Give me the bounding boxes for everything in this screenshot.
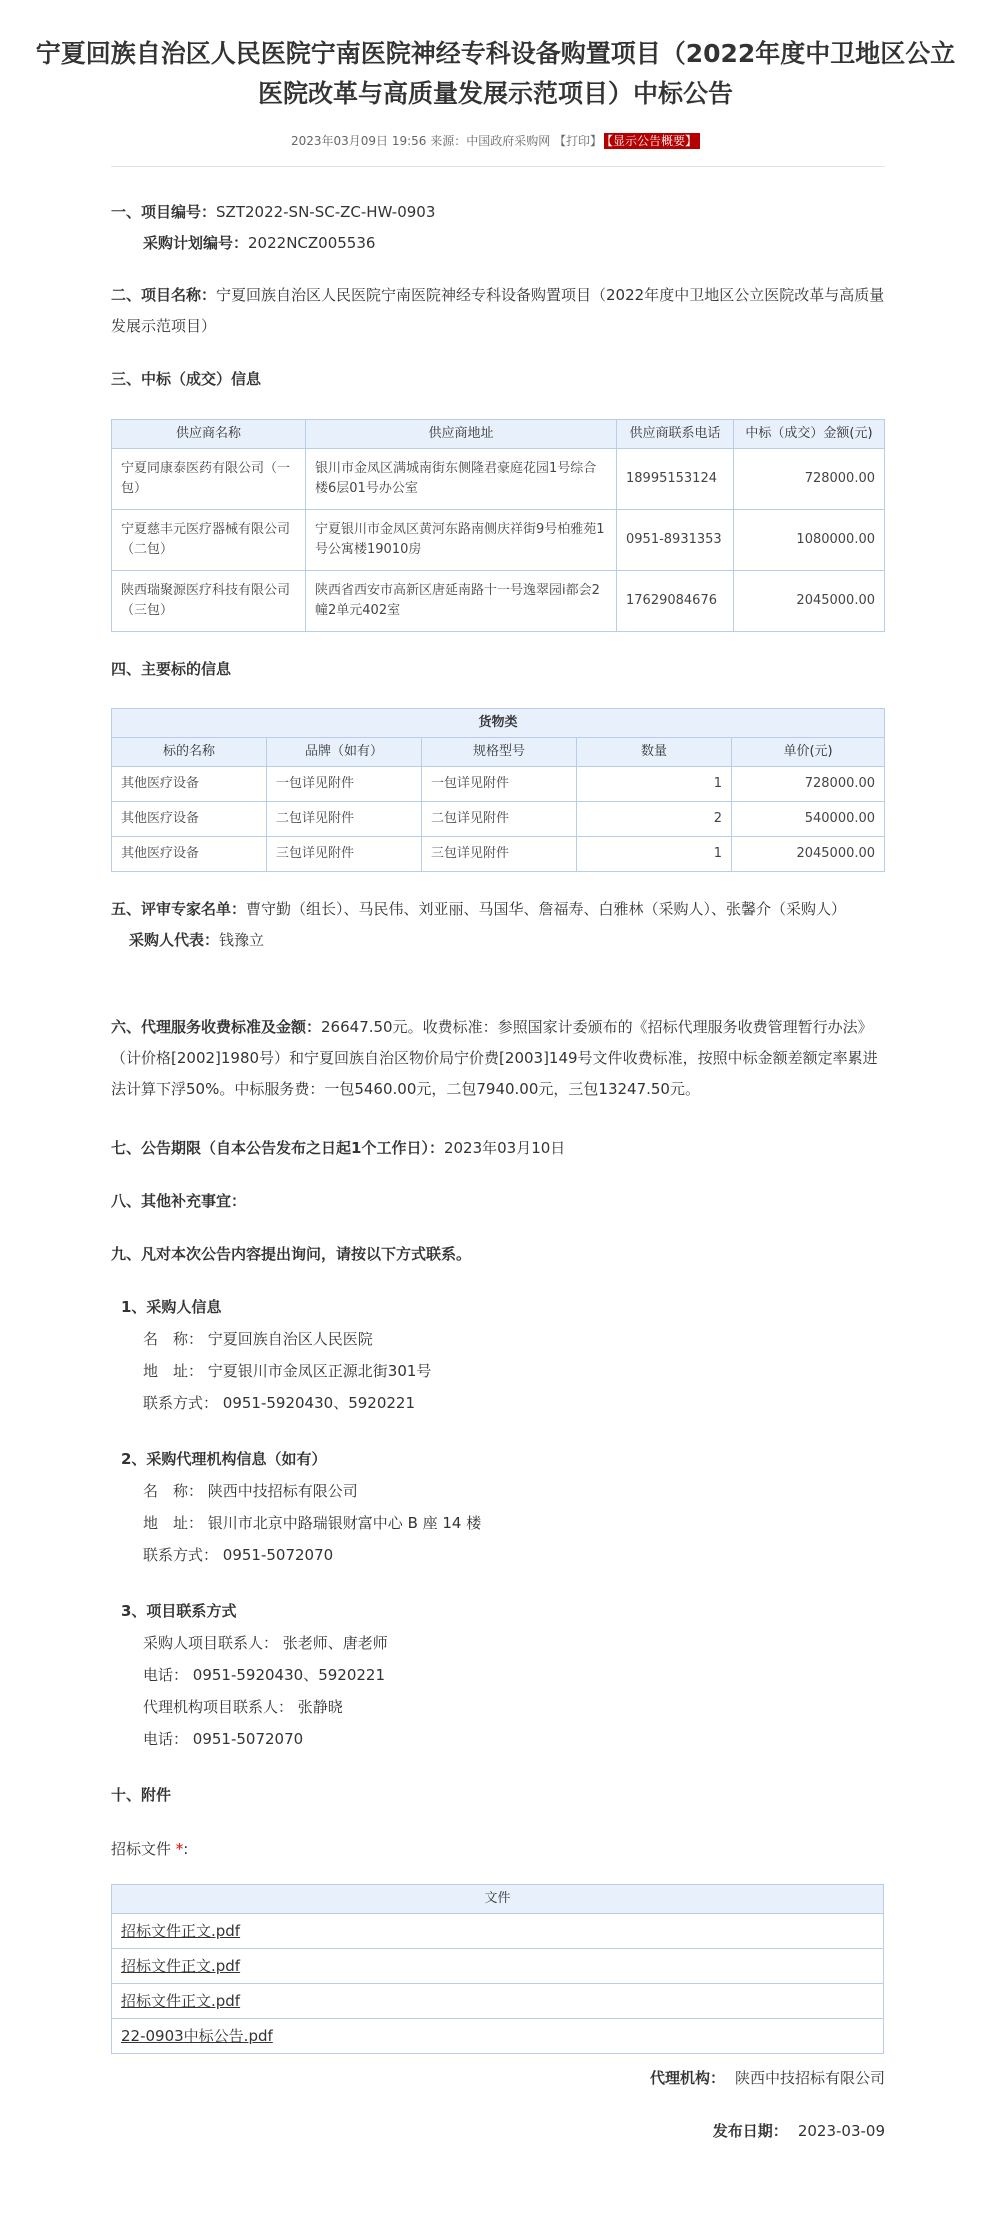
buyer-contact-person-label: 采购人项目联系人：	[143, 1634, 279, 1652]
meta-line	[0, 133, 991, 149]
section-3-heading: 三、中标（成交）信息	[111, 370, 262, 388]
table-row	[112, 837, 885, 872]
project-number: SZT2022-SN-SC-ZC-HW-0903	[216, 203, 436, 221]
buyer-contact-label: 联系方式：	[143, 1394, 219, 1412]
column-header: 供应商地址	[306, 420, 617, 449]
agency-address: 银川市北京中路瑞银财富中心 B 座 14 楼	[207, 1514, 482, 1532]
supplier-address: 银川市金凤区满城南街东侧隆君豪庭花园1号综合楼6层01号办公室	[306, 449, 617, 510]
table-row	[112, 1949, 884, 1984]
table-row	[112, 802, 885, 837]
files-table	[111, 1884, 884, 2054]
bid-amount: 2045000.00	[734, 571, 885, 632]
title-line-1: 宁夏回族自治区人民医院宁南医院神经专科设备购置项目（2022年度中卫地区公立	[35, 39, 956, 68]
file-link[interactable]: 22-0903中标公告.pdf	[121, 2027, 273, 2045]
file-link[interactable]: 招标文件正文.pdf	[121, 1992, 241, 2010]
column-header: 规格型号	[422, 738, 577, 767]
project-name: 宁夏回族自治区人民医院宁南医院神经专科设备购置项目（2022年度中卫地区公立医院改革与高质量发展示范项目）	[111, 286, 885, 335]
agency-phone-label: 电话：	[143, 1730, 189, 1748]
agency-fee-text: 26647.50元。收费标准：参照国家计委颁布的《招标代理服务收费管理暂行办法》（计价格[2002]1980号）和宁夏回族自治区物价局宁价费[2003]149号文件收费标准，按照中标金额差额定率累进法计算下浮50%。中标服务费：一包5460.00元，二包7940.00元，三包13247.50元。	[111, 1018, 878, 1098]
expert-list: 曹守勤（组长）、马民伟、刘亚丽、马国华、詹福寿、白雅林（采购人）、张馨介（采购人）	[246, 900, 847, 918]
item-spec: 三包详见附件	[422, 837, 577, 872]
footer-agency-name: 陕西中技招标有限公司	[734, 2069, 885, 2087]
table-header-row	[112, 1885, 884, 1914]
section-10-heading: 十、附件	[111, 1786, 172, 1804]
supplier-name: 陕西瑞聚源医疗科技有限公司（三包）	[112, 571, 306, 632]
buyer-phone: 0951-5920430、5920221	[192, 1666, 385, 1684]
notice-period-date: 2023年03月10日	[443, 1139, 566, 1157]
goods-group-header: 货物类	[112, 709, 885, 738]
files-label-line	[111, 1834, 885, 1865]
files-colon: :	[183, 1840, 189, 1858]
buyer-contact-person: 张老师、唐老师	[282, 1634, 388, 1652]
footer-agency-label: 代理机构：	[649, 2069, 725, 2087]
agency-info-title: 2、采购代理机构信息（如有）	[121, 1450, 327, 1468]
section-5-heading: 五、评审专家名单：	[111, 900, 247, 918]
agency-phone: 0951-5072070	[192, 1730, 304, 1748]
section-6-heading: 六、代理服务收费标准及金额：	[111, 1018, 322, 1036]
buyer-info	[111, 1291, 885, 1419]
meta-text: 2023年03月09日 19:56 来源：中国政府采购网 【打印】	[290, 134, 603, 148]
supplier-name: 宁夏同康泰医药有限公司（一包）	[112, 449, 306, 510]
agency-info	[111, 1443, 885, 1571]
section-1-heading: 一、项目编号：	[111, 203, 217, 221]
item-spec: 二包详见附件	[422, 802, 577, 837]
project-contacts-title: 3、项目联系方式	[121, 1602, 237, 1620]
section-experts	[111, 894, 885, 956]
item-brand: 三包详见附件	[267, 837, 422, 872]
buyer-info-title: 1、采购人信息	[121, 1298, 222, 1316]
item-quantity: 2	[577, 802, 732, 837]
section-4-heading: 四、主要标的信息	[111, 660, 232, 678]
section-agency-fee	[111, 1012, 885, 1105]
buyer-phone-label: 电话：	[143, 1666, 189, 1684]
agency-contact-person: 张静晓	[297, 1698, 343, 1716]
item-name: 其他医疗设备	[112, 802, 267, 837]
column-header: 数量	[577, 738, 732, 767]
item-spec: 一包详见附件	[422, 767, 577, 802]
show-summary-badge[interactable]: 【显示公告概要】	[604, 133, 700, 149]
footer-date-label: 发布日期：	[712, 2122, 788, 2140]
section-8-heading: 八、其他补充事宜：	[111, 1192, 247, 1210]
file-link[interactable]: 招标文件正文.pdf	[121, 1922, 241, 1940]
buyer-name-label: 名 称：	[143, 1330, 204, 1348]
section-project-name	[111, 280, 885, 342]
table-group-row	[112, 709, 885, 738]
supplier-phone: 17629084676	[617, 571, 734, 632]
column-header: 标的名称	[112, 738, 267, 767]
bid-amount: 1080000.00	[734, 510, 885, 571]
buyer-name: 宁夏回族自治区人民医院	[207, 1330, 373, 1348]
table-row	[112, 449, 885, 510]
agency-name: 陕西中技招标有限公司	[207, 1482, 358, 1500]
agency-contact: 0951-5072070	[222, 1546, 334, 1564]
section-project-number	[111, 197, 885, 259]
item-brand: 一包详见附件	[267, 767, 422, 802]
table-header-row	[112, 738, 885, 767]
agency-name-label: 名 称：	[143, 1482, 204, 1500]
buyer-address: 宁夏银川市金凤区正源北街301号	[207, 1362, 432, 1380]
column-header: 单价(元)	[732, 738, 885, 767]
item-brand: 二包详见附件	[267, 802, 422, 837]
item-name: 其他医疗设备	[112, 837, 267, 872]
supplier-phone: 0951-8931353	[617, 510, 734, 571]
winner-table	[111, 419, 885, 632]
item-quantity: 1	[577, 767, 732, 802]
plan-number: 2022NCZ005536	[248, 234, 376, 252]
item-quantity: 1	[577, 837, 732, 872]
plan-number-label: 采购计划编号：	[143, 234, 249, 252]
table-header-row	[112, 420, 885, 449]
supplier-name: 宁夏慈丰元医疗器械有限公司（二包）	[112, 510, 306, 571]
item-unit-price: 540000.00	[732, 802, 885, 837]
supplier-address: 陕西省西安市高新区唐延南路十一号逸翠园i都会2幢2单元402室	[306, 571, 617, 632]
section-7-heading: 七、公告期限（自本公告发布之日起1个工作日）：	[111, 1139, 444, 1157]
agency-address-label: 地 址：	[143, 1514, 204, 1532]
table-row	[112, 767, 885, 802]
column-header: 中标（成交）金额(元)	[734, 420, 885, 449]
title-line-2: 医院改革与高质量发展示范项目）中标公告	[257, 79, 733, 108]
footer-agency	[650, 2066, 885, 2090]
agency-contact-person-label: 代理机构项目联系人：	[143, 1698, 294, 1716]
table-row	[112, 571, 885, 632]
files-column-header: 文件	[112, 1885, 884, 1914]
file-link[interactable]: 招标文件正文.pdf	[121, 1957, 241, 1975]
column-header: 供应商联系电话	[617, 420, 734, 449]
column-header: 供应商名称	[112, 420, 306, 449]
buyer-rep: 钱豫立	[219, 931, 265, 949]
supplier-address: 宁夏银川市金凤区黄河东路南侧庆祥街9号柏雅苑1号公寓楼19010房	[306, 510, 617, 571]
buyer-contact: 0951-5920430、5920221	[222, 1394, 415, 1412]
files-label: 招标文件	[111, 1840, 172, 1858]
table-row	[112, 1914, 884, 1949]
table-row	[112, 1984, 884, 2019]
item-unit-price: 2045000.00	[732, 837, 885, 872]
page-title	[0, 34, 991, 114]
footer-date	[713, 2119, 885, 2143]
section-period	[111, 1133, 885, 1164]
project-contacts	[111, 1595, 885, 1755]
agency-contact-label: 联系方式：	[143, 1546, 219, 1564]
publish-date: 2023-03-09	[797, 2122, 885, 2140]
section-2-heading: 二、项目名称：	[111, 286, 217, 304]
column-header: 品牌（如有）	[267, 738, 422, 767]
items-table	[111, 708, 885, 872]
buyer-address-label: 地 址：	[143, 1362, 204, 1380]
table-row	[112, 510, 885, 571]
required-mark: *	[175, 1840, 184, 1858]
table-row	[112, 2019, 884, 2054]
section-9-heading: 九、凡对本次公告内容提出询问，请按以下方式联系。	[111, 1245, 472, 1263]
item-name: 其他医疗设备	[112, 767, 267, 802]
bid-amount: 728000.00	[734, 449, 885, 510]
supplier-phone: 18995153124	[617, 449, 734, 510]
header-divider	[111, 166, 885, 167]
buyer-rep-label: 采购人代表：	[129, 931, 220, 949]
item-unit-price: 728000.00	[732, 767, 885, 802]
